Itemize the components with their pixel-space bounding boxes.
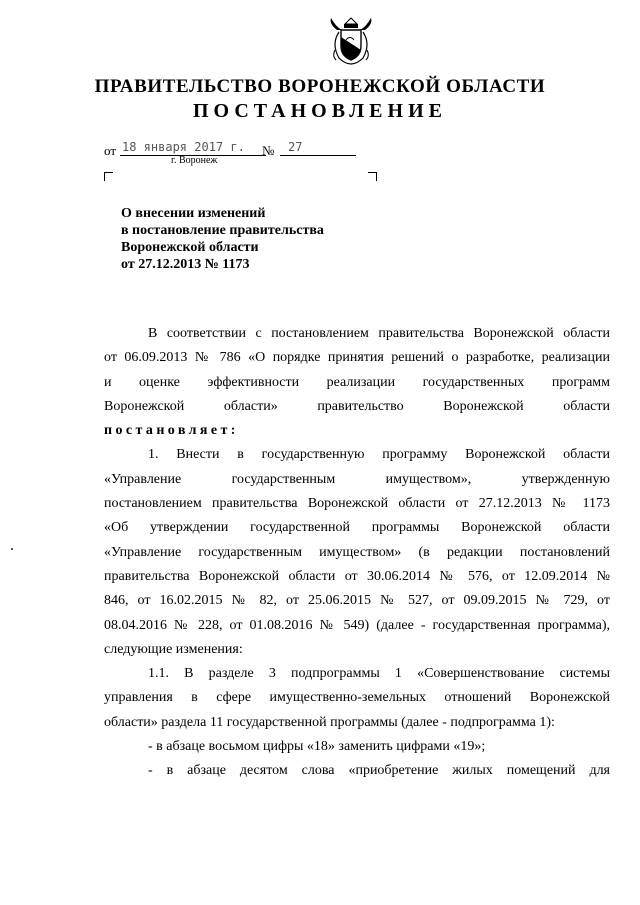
document-number: 27 — [280, 140, 356, 156]
document-meta — [104, 140, 364, 160]
body-line: - в абзаце десятом слова «приобретение жилых помещений для — [148, 763, 610, 779]
city-label: г. Воронеж — [171, 155, 218, 166]
number-label: № — [262, 143, 275, 158]
body-line: управления в сфере имущественно-земельных отношений Воронежской — [104, 690, 610, 706]
body-line: от 06.09.2013 № 786 «О порядке принятия решений о разработке, реализации — [104, 350, 610, 366]
subject-line: Воронежской области — [121, 240, 259, 255]
body-line: «Управление государственным имуществом» (в редакции постановлений — [104, 544, 610, 560]
body-line: В соответствии с постановлением правительства Воронежской области — [148, 326, 610, 341]
document-date: 18 января 2017 г. — [120, 140, 266, 156]
body-line: 1. Внести в государственную программу Воронежской области — [148, 447, 610, 463]
body-line: - в абзаце восьмом цифры «18» заменить цифрами «19»; — [148, 739, 486, 755]
margin-dot — [11, 548, 13, 550]
body-line: правительства Воронежской области от 30.06.2014 № 576, от 12.09.2014 № — [104, 568, 610, 584]
body-line: «Управление государственным имуществом», утвержденную — [104, 471, 610, 487]
body-line: 846, от 16.02.2015 № 82, от 25.06.2015 № 527, от 09.09.2015 № 729, от — [104, 593, 610, 609]
document-body — [104, 322, 610, 784]
body-line: области» раздела 11 государственной программы (далее - подпрограмма 1): — [104, 714, 555, 730]
body-line: Воронежской области» правительство Воронежской области — [104, 398, 610, 414]
government-title: ПРАВИТЕЛЬСТВО ВОРОНЕЖСКОЙ ОБЛАСТИ — [94, 76, 546, 97]
body-line: 1.1. В разделе 3 подпрограммы 1 «Совершенствование системы — [148, 666, 610, 682]
coat-of-arms-icon — [327, 14, 375, 66]
corner-mark-right — [368, 172, 377, 181]
resolving-word: постановляет: — [104, 423, 239, 439]
body-line: постановлением правительства Воронежской области от 27.12.2013 № 1173 — [104, 496, 610, 512]
body-line: следующие изменения: — [104, 641, 243, 657]
body-line: и оценке эффективности реализации государственных программ — [104, 374, 610, 390]
document-subject — [121, 205, 401, 273]
corner-mark-left — [104, 172, 113, 181]
subject-line: О внесении изменений — [121, 206, 266, 221]
body-line: «Об утверждении государственной программы Воронежской области — [104, 520, 610, 536]
date-label: от — [104, 143, 117, 158]
document-type: ПОСТАНОВЛЕНИЕ — [193, 100, 447, 122]
body-line: 08.04.2016 № 228, от 01.08.2016 № 549) (далее - государственная программа), — [104, 617, 610, 633]
subject-line: в постановление правительства — [121, 223, 324, 238]
subject-line: от 27.12.2013 № 1173 — [121, 257, 250, 272]
